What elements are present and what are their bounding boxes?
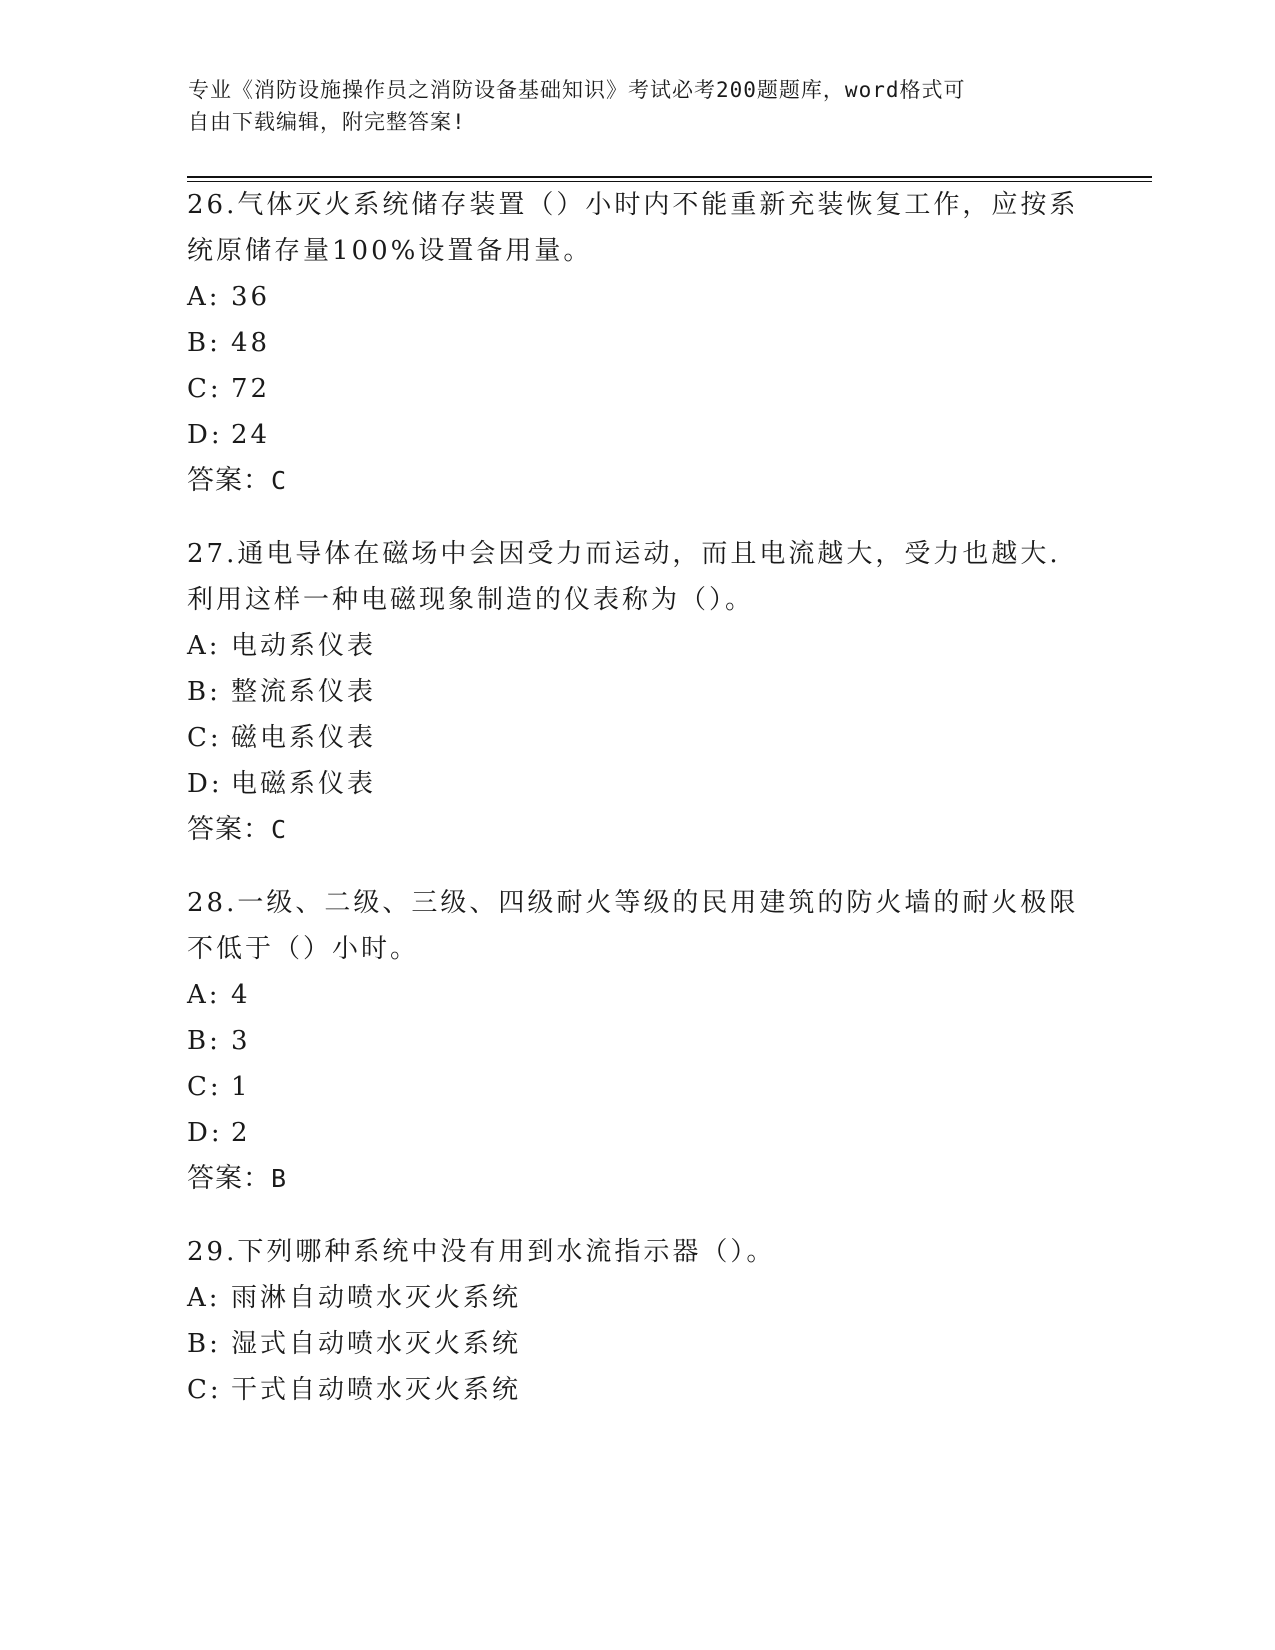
option-c — [187, 1064, 1107, 1110]
option-text: 雨淋自动喷水灭火系统 — [231, 1283, 522, 1313]
option-text: 72 — [231, 374, 271, 404]
option-c — [187, 366, 1107, 412]
question-stem-line: 26.气体灭火系统储存装置（）小时内不能重新充装恢复工作，应按系 — [187, 190, 1079, 220]
answer-value: C — [271, 815, 288, 844]
option-d — [187, 412, 1107, 458]
option-b — [187, 1321, 1107, 1367]
option-key: C: — [187, 1375, 222, 1405]
option-key: A: — [187, 980, 221, 1010]
option-text: 36 — [231, 282, 271, 312]
header-divider-thick — [187, 176, 1152, 178]
document-header — [188, 74, 1068, 138]
option-key: B: — [187, 1329, 221, 1359]
option-text: 2 — [231, 1118, 251, 1148]
question-29 — [187, 1229, 1107, 1413]
option-d — [187, 1110, 1107, 1156]
option-text: 3 — [231, 1026, 251, 1056]
question-stem-line: 不低于（）小时。 — [187, 934, 420, 964]
option-a — [187, 274, 1107, 320]
option-text: 湿式自动喷水灭火系统 — [231, 1329, 522, 1359]
option-key: A: — [187, 1283, 221, 1313]
option-b — [187, 669, 1107, 715]
answer-line — [187, 458, 1107, 504]
option-key: C: — [187, 374, 222, 404]
option-key: D: — [187, 769, 223, 799]
option-text: 磁电系仪表 — [231, 723, 377, 753]
answer-line — [187, 807, 1107, 853]
option-key: B: — [187, 1026, 221, 1056]
question-stem-line: 统原储存量100%设置备用量。 — [187, 236, 593, 266]
option-a — [187, 623, 1107, 669]
question-28 — [187, 880, 1107, 1202]
option-key: B: — [187, 677, 221, 707]
option-b — [187, 320, 1107, 366]
option-c — [187, 1367, 1107, 1413]
question-stem-line: 28.一级、二级、三级、四级耐火等级的民用建筑的防火墙的耐火极限 — [187, 888, 1079, 918]
answer-label: 答案： — [187, 465, 271, 496]
answer-label: 答案： — [187, 1163, 271, 1194]
answer-value: B — [271, 1164, 288, 1193]
option-key: D: — [187, 1118, 223, 1148]
option-text: 整流系仪表 — [231, 677, 377, 707]
option-a — [187, 1275, 1107, 1321]
option-c — [187, 715, 1107, 761]
question-stem-line: 27.通电导体在磁场中会因受力而运动，而且电流越大，受力也越大. — [187, 539, 1061, 569]
option-text: 电磁系仪表 — [231, 769, 377, 799]
option-key: A: — [187, 282, 221, 312]
answer-label: 答案： — [187, 814, 271, 845]
option-b — [187, 1018, 1107, 1064]
option-text: 4 — [231, 980, 251, 1010]
answer-line — [187, 1156, 1107, 1202]
header-line-2: 自由下载编辑，附完整答案! — [188, 110, 466, 134]
question-stem-line: 利用这样一种电磁现象制造的仪表称为（）。 — [187, 585, 755, 615]
option-text: 48 — [231, 328, 271, 358]
option-key: D: — [187, 420, 223, 450]
option-d — [187, 761, 1107, 807]
option-text: 24 — [231, 420, 271, 450]
answer-value: C — [271, 466, 288, 495]
option-key: A: — [187, 631, 221, 661]
question-27 — [187, 531, 1107, 853]
option-key: C: — [187, 1072, 222, 1102]
option-a — [187, 972, 1107, 1018]
option-key: B: — [187, 328, 221, 358]
option-text: 1 — [231, 1072, 251, 1102]
question-stem-line: 29.下列哪种系统中没有用到水流指示器（）。 — [187, 1237, 776, 1267]
option-text: 干式自动喷水灭火系统 — [231, 1375, 522, 1405]
question-26 — [187, 182, 1107, 504]
option-key: C: — [187, 723, 222, 753]
option-text: 电动系仪表 — [231, 631, 377, 661]
header-line-1: 专业《消防设施操作员之消防设备基础知识》考试必考200题题库，word格式可 — [188, 78, 966, 102]
